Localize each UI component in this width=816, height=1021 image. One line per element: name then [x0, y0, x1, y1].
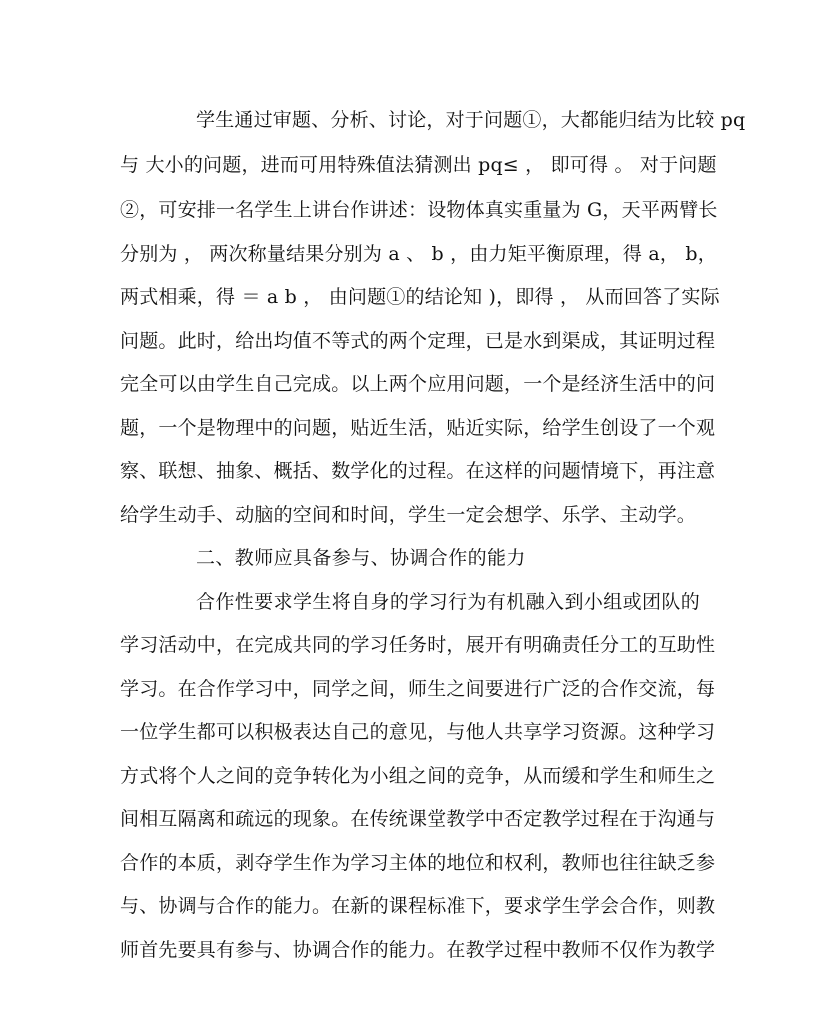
paragraph-1-line-6: 问题。此时，给出均值不等式的两个定理，已是水到渠成，其证明过程	[120, 330, 716, 352]
paragraph-1-line-1: 学生通过审题、分析、讨论，对于问题①，大都能归结为比较 pq	[196, 109, 746, 131]
paragraph-2-line-6: 间相互隔离和疏远的现象。在传统课堂教学中否定教学过程在于沟通与	[120, 808, 716, 830]
paragraph-2-line-2: 学习活动中，在完成共同的学习任务时，展开有明确责任分工的互助性	[120, 634, 716, 656]
paragraph-1-line-10: 给学生动手、动脑的空间和时间，学生一定会想学、乐学、主动学。	[120, 504, 697, 526]
paragraph-2-line-8: 与、协调与合作的能力。在新的课程标准下，要求学生学会合作，则教	[120, 895, 716, 917]
paragraph-2-line-4: 一位学生都可以积极表达自己的意见，与他人共享学习资源。这种学习	[120, 721, 716, 743]
paragraph-2-line-7: 合作的本质，剥夺学生作为学习主体的地位和权利，教师也往往缺乏参	[120, 852, 716, 874]
paragraph-2-line-5: 方式将个人之间的竞争转化为小组之间的竞争，从而缓和学生和师生之	[120, 765, 716, 787]
paragraph-1-line-2: 与 大小的问题，进而可用特殊值法猜测出 pq≤ ， 即可得 。 对于问题	[120, 154, 717, 176]
paragraph-1-line-7: 完全可以由学生自己完成。以上两个应用问题，一个是经济生活中的问	[120, 373, 716, 395]
section-heading: 二、教师应具备参与、协调合作的能力	[196, 547, 526, 569]
paragraph-1-line-3: ②，可安排一名学生上讲台作讲述：设物体真实重量为 G，天平两臂长	[120, 199, 718, 221]
paragraph-2-line-9: 师首先要具有参与、协调合作的能力。在教学过程中教师不仅作为教学	[120, 939, 716, 961]
paragraph-1-line-9: 察、联想、抽象、概括、数学化的过程。在这样的问题情境下，再注意	[120, 460, 716, 482]
paragraph-1-line-8: 题，一个是物理中的问题，贴近生活，贴近实际，给学生创设了一个观	[120, 417, 716, 439]
paragraph-2-line-1: 合作性要求学生将自身的学习行为有机融入到小组或团队的	[196, 591, 700, 613]
paragraph-2-line-3: 学习。在合作学习中，同学之间，师生之间要进行广泛的合作交流，每	[120, 678, 716, 700]
paragraph-1-line-4: 分别为 ， 两次称量结果分别为 a 、 b ，由力矩平衡原理，得 a， b，	[120, 243, 717, 265]
paragraph-1-line-5: 两式相乘，得 ＝ a b ， 由问题①的结论知 )，即得 ， 从而回答了实际	[120, 286, 720, 308]
